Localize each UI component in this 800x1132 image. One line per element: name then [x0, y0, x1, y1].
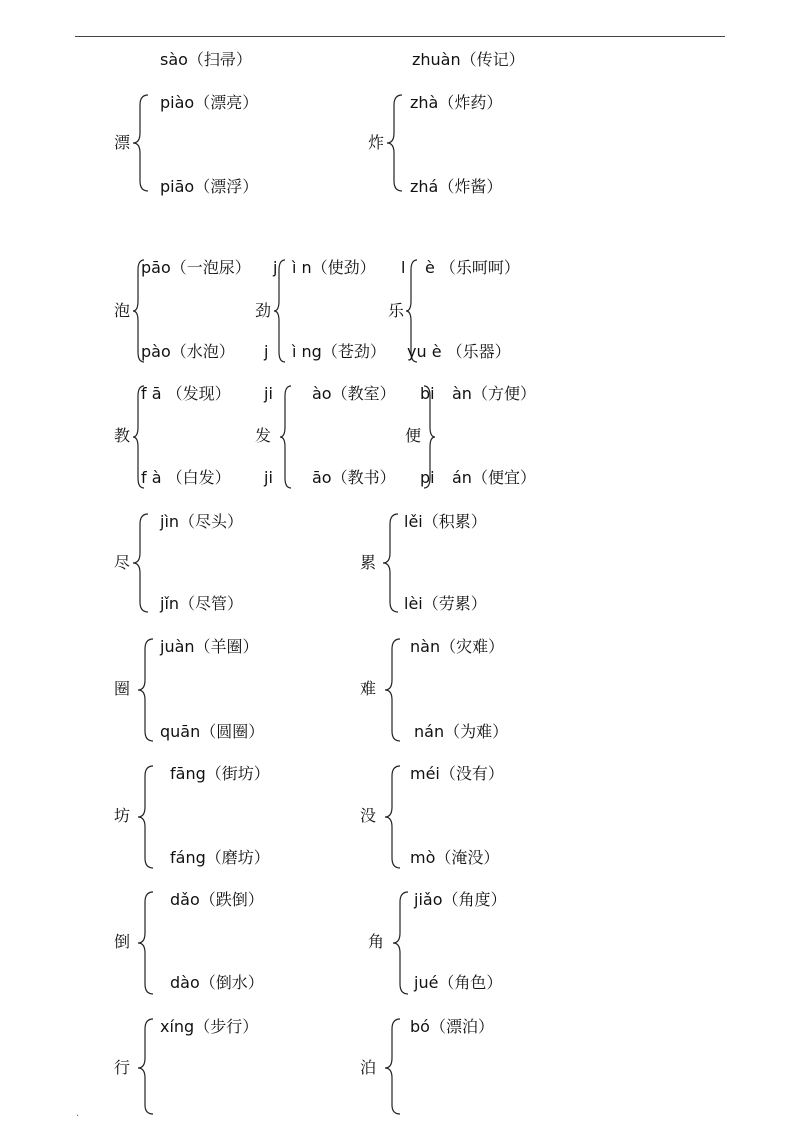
reading-fang-lower: fáng（磨坊）	[170, 848, 270, 867]
char-pao: 泡	[114, 301, 131, 320]
char-xing: 行	[114, 1058, 131, 1077]
char-piao: 漂	[114, 133, 131, 152]
char-fang: 坊	[114, 806, 131, 825]
char-zha: 炸	[368, 133, 385, 152]
brace-piao	[132, 93, 152, 193]
brace-mei	[384, 764, 404, 870]
char-jin-strength: 劲	[255, 301, 272, 320]
reading-le-upper-initial: l	[401, 258, 406, 277]
brace-lei	[382, 512, 402, 614]
reading-quan-lower: quān（圆圈）	[160, 722, 265, 741]
char-bo: 泊	[360, 1058, 377, 1077]
reading-jin-end-upper: jìn（尽头）	[160, 512, 244, 531]
brace-jiao-horn	[392, 890, 412, 996]
reading-yue-lower: yu è （乐器）	[407, 342, 511, 361]
reading-nan-upper: nàn（灾难）	[410, 637, 505, 656]
reading-pian-lower-initial: pi	[420, 468, 435, 487]
char-nan: 难	[360, 679, 377, 698]
reading-jin-end-lower: jǐn（尽管）	[160, 594, 244, 613]
reading-nan-lower: nán（为难）	[414, 722, 509, 741]
reading-le-upper-final: è （乐呵呵）	[425, 258, 520, 277]
reading-dao-upper: dǎo（跌倒）	[170, 890, 264, 909]
reading-jiao-lower-final: āo（教书）	[312, 468, 396, 487]
reading-fa-lower: f à （白发）	[141, 468, 231, 487]
reading-bian-upper-initial: bi	[420, 384, 435, 403]
char-lei: 累	[360, 553, 377, 572]
brace-zha	[386, 93, 406, 193]
char-bian: 便	[405, 426, 422, 445]
reading-jin-upper-final: ì n（使劲）	[292, 258, 376, 277]
char-fa: 发	[255, 426, 272, 445]
reading-fang-upper: fāng（街坊）	[170, 764, 270, 783]
reading-lei-lower: lèi（劳累）	[404, 594, 487, 613]
brace-fang	[137, 764, 157, 870]
char-le: 乐	[388, 301, 405, 320]
reading-pao-upper: pāo（一泡尿）	[141, 258, 251, 277]
footer-mark: .	[76, 1108, 80, 1119]
reading-dao-lower: dào（倒水）	[170, 973, 264, 992]
reading-sao: sào（扫帚）	[160, 50, 252, 69]
char-juan: 圈	[114, 679, 131, 698]
reading-mei-upper: méi（没有）	[410, 764, 504, 783]
char-mei: 没	[360, 806, 377, 825]
char-dao: 倒	[114, 932, 131, 951]
reading-piao-lower: piāo（漂浮）	[160, 177, 259, 196]
reading-mo-lower: mò（淹没）	[410, 848, 500, 867]
reading-juan-upper: juàn（羊圈）	[160, 637, 259, 656]
reading-piao-upper: piào（漂亮）	[160, 93, 259, 112]
reading-jiao-upper-initial: ji	[264, 384, 273, 403]
reading-jiao-horn-upper: jiǎo（角度）	[414, 890, 507, 909]
brace-jin-end	[132, 512, 152, 614]
brace-dao	[137, 890, 157, 996]
brace-juan	[137, 637, 157, 743]
brace-xing	[137, 1017, 157, 1117]
brace-bo	[384, 1017, 404, 1117]
reading-pao-lower: pào（水泡）	[141, 342, 235, 361]
reading-zhuan: zhuàn（传记）	[412, 50, 525, 69]
reading-jiao-lower-initial: ji	[264, 468, 273, 487]
top-rule	[75, 36, 725, 37]
reading-fa-upper: f ā （发现）	[141, 384, 231, 403]
brace-fa	[279, 384, 293, 490]
reading-zha-upper: zhà（炸药）	[410, 93, 503, 112]
reading-jiao-upper-final: ào（教室）	[312, 384, 396, 403]
reading-jue-lower: jué（角色）	[414, 973, 503, 992]
char-jiao-horn: 角	[368, 932, 385, 951]
reading-jing-lower-initial: j	[264, 342, 269, 361]
char-jiao-teach: 教	[114, 426, 131, 445]
reading-pian-lower-final: án（便宜）	[452, 468, 536, 487]
reading-zha-lower: zhá（炸酱）	[410, 177, 503, 196]
reading-lei-upper: lěi（积累）	[404, 512, 487, 531]
reading-bian-upper-final: àn（方便）	[452, 384, 536, 403]
char-jin-end: 尽	[114, 553, 131, 572]
brace-nan	[384, 637, 404, 743]
reading-xing-upper: xíng（步行）	[160, 1017, 259, 1036]
reading-jin-upper-initial: j	[273, 258, 278, 277]
reading-bo-upper: bó（漂泊）	[410, 1017, 494, 1036]
reading-jing-lower-final: ì ng（苍劲）	[292, 342, 386, 361]
